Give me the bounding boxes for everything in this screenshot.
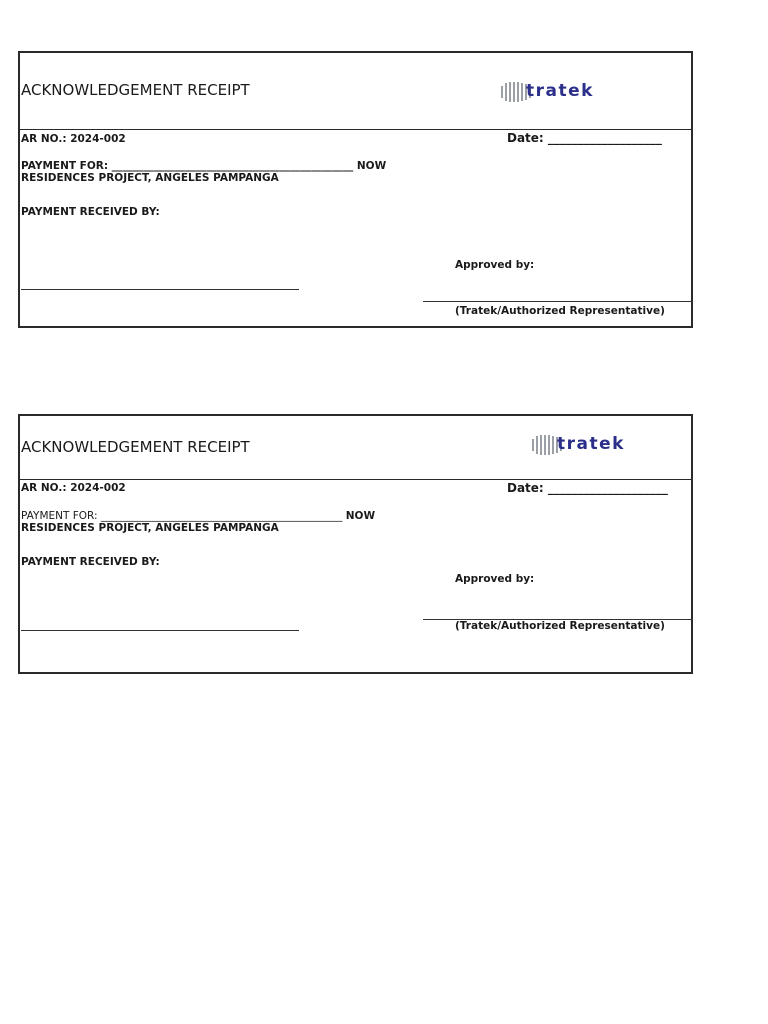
tratek-logo <box>499 79 649 105</box>
header-divider <box>20 479 691 480</box>
project-line: RESIDENCES PROJECT, ANGELES PAMPANGA <box>21 522 279 534</box>
payment-received-by: PAYMENT RECEIVED BY: <box>21 206 160 218</box>
representative-label: (Tratek/Authorized Representative) <box>455 620 665 632</box>
payment-received-by: PAYMENT RECEIVED BY: <box>21 556 160 568</box>
date-blank: ___________________ <box>547 131 662 145</box>
receipt-1 <box>18 51 693 328</box>
ar-number: AR NO.: 2024-002 <box>21 133 126 145</box>
payment-for-blank: ______________________________________________ <box>111 160 354 172</box>
date-label: Date: <box>507 131 544 145</box>
project-line: RESIDENCES PROJECT, ANGELES PAMPANGA <box>21 172 279 184</box>
payment-for-label: PAYMENT FOR: <box>21 160 109 172</box>
approver-signature-line <box>423 301 693 302</box>
ar-number: AR NO.: 2024-002 <box>21 482 126 494</box>
date-blank: ____________________ <box>547 481 668 495</box>
date-label: Date: <box>507 481 544 495</box>
receiver-signature-line <box>21 630 299 631</box>
tratek-logo-icon <box>499 79 649 105</box>
receiver-signature-line <box>21 289 299 290</box>
svg-text:tratek: tratek <box>526 81 594 101</box>
payment-for-tail: NOW <box>356 160 387 172</box>
date-field <box>507 131 662 145</box>
tratek-logo-icon <box>530 432 680 458</box>
payment-for-label: PAYMENT FOR: <box>21 510 98 522</box>
payment-for-tail: NOW <box>345 510 376 522</box>
svg-text:tratek: tratek <box>557 434 625 454</box>
approved-by: Approved by: <box>455 259 535 271</box>
receipt-2 <box>18 414 693 674</box>
payment-for <box>21 160 386 172</box>
payment-for <box>21 510 375 522</box>
receipt-title: ACKNOWLEDGEMENT RECEIPT <box>21 81 250 99</box>
payment-for-blank: ______________________________________________ <box>100 510 343 522</box>
tratek-logo <box>530 432 680 458</box>
representative-label: (Tratek/Authorized Representative) <box>455 305 665 317</box>
receipt-title: ACKNOWLEDGEMENT RECEIPT <box>21 438 250 456</box>
date-field <box>507 481 668 495</box>
header-divider <box>20 129 691 130</box>
approved-by: Approved by: <box>455 573 535 585</box>
